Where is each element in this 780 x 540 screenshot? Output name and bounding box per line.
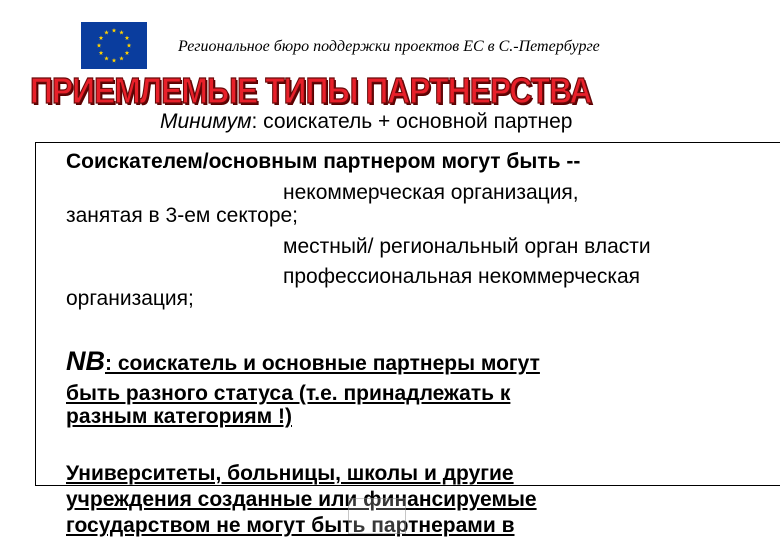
slide-title: ПРИЕМЛЕМЫЕ ТИПЫ ПАРТНЕРСТВА <box>30 70 592 111</box>
nb-line-1 <box>66 346 540 377</box>
body-line-2: некоммерческая организация, <box>283 181 579 204</box>
universities-line-1: Университеты, больницы, школы и другие <box>66 462 514 485</box>
body-line-5: профессиональная некоммерческая <box>283 265 641 288</box>
minimum-text: : соискатель + основной партнер <box>251 110 573 133</box>
universities-line-3: государством не могут быть партнерами в <box>66 514 515 537</box>
body-line-3: занятая в 3-ем секторе; <box>66 204 299 227</box>
nb-keyword: NB <box>66 346 105 376</box>
nb-line-2: быть разного статуса (т.е. принадлежать к <box>66 382 511 405</box>
body-line-6: организация; <box>66 287 194 310</box>
nb-line-3: разным категориям !) <box>66 405 292 428</box>
header-caption: Региональное бюро поддержки проектов ЕС в С.-Петербурге <box>178 38 600 55</box>
eu-flag-icon <box>81 22 147 69</box>
body-line-4: местный/ региональный орган власти <box>283 235 651 258</box>
body-line-1: Соискателем/основным партнером могут быть -- <box>66 150 581 173</box>
watermark-stamp <box>348 498 406 534</box>
minimum-keyword: Минимум <box>160 110 252 133</box>
nb-line-1-text: : соискатель и основные партнеры могут <box>105 352 540 375</box>
universities-line-2: учреждения созданные или финансируемые <box>66 488 537 511</box>
minimum-line <box>160 110 572 134</box>
